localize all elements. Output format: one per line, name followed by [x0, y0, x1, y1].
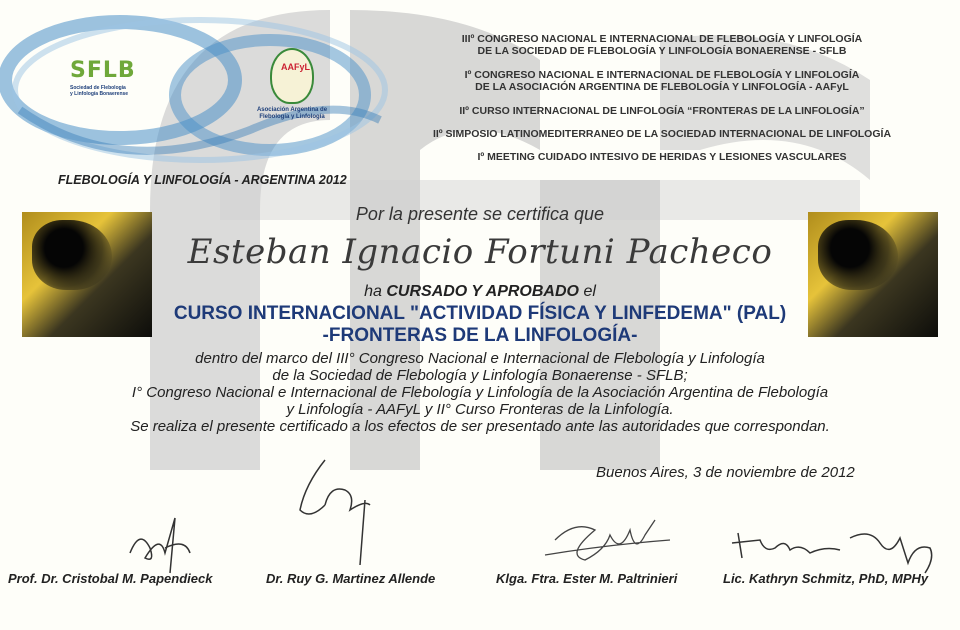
congress-line: Iº MEETING CUIDADO INTESIVO DE HERIDAS Y LESIONES VASCULARES	[477, 151, 847, 163]
event-year-label: FLEBOLOGÍA Y LINFOLOGÍA - ARGENTINA 2012	[58, 173, 347, 187]
sflb-subtitle-line: Sociedad de Flebología	[70, 85, 126, 91]
body-line: y Linfología - AAFyL y II° Curso Fronteras de la Linfología.	[286, 401, 674, 418]
course-title-line: CURSO INTERNACIONAL "ACTIVIDAD FÍSICA Y LINFEDEMA" (PAL)	[173, 303, 787, 324]
congress-line: DE LA ASOCIACIÓN ARGENTINA DE FLEBOLOGÍA Y LINFOLOGÍA - AAFyL	[475, 81, 849, 93]
sflb-logo-text: SFLB	[70, 58, 136, 83]
body-line: I° Congreso Nacional e Internacional de Flebología y Linfología de la Asociación Argentina de Flebología	[131, 384, 829, 401]
aafyl-logo	[232, 48, 352, 121]
sflb-logo	[70, 58, 170, 97]
approval-bold: CURSADO Y APROBADO	[386, 283, 579, 300]
congress-line: IIº CURSO INTERNACIONAL DE LINFOLOGÍA “FRONTERAS DE LA LINFOLOGÍA”	[459, 105, 865, 117]
body-line: Se realiza el presente certificado a los efectos de ser presentado ante las autoridades que correspondan.	[130, 418, 830, 435]
aafyl-subtitle-line: Asociación Argentina de	[256, 107, 328, 113]
body-line: dentro del marco del III° Congreso Nacional e Internacional de Flebología y Linfología	[195, 350, 765, 367]
aafyl-subtitle-line: Flebología y Linfología	[259, 114, 325, 120]
place-date: Buenos Aires, 3 de noviembre de 2012	[596, 464, 855, 481]
congress-item	[382, 128, 942, 140]
signature-papendieck	[120, 508, 200, 578]
course-title	[0, 303, 960, 347]
certify-statement: Por la presente se certifica que	[355, 204, 605, 224]
congress-line: DE LA SOCIEDAD DE FLEBOLOGÍA Y LINFOLOGÍA BONAERENSE - SFLB	[477, 45, 847, 57]
sflb-logo-subtitle	[70, 85, 170, 97]
signature-paltrinieri	[535, 510, 675, 570]
aafyl-logo-subtitle	[232, 107, 352, 121]
signatory-martinez: Dr. Ruy G. Martinez Allende	[266, 571, 436, 586]
approval-prefix: ha	[364, 283, 382, 300]
signature-schmitz	[730, 518, 945, 578]
certificate-body	[0, 350, 960, 435]
aafyl-emblem-icon	[270, 48, 314, 104]
congress-item	[382, 151, 942, 163]
approval-suffix: el	[583, 283, 596, 300]
signatory-papendieck: Prof. Dr. Cristobal M. Papendieck	[8, 571, 213, 586]
sflb-subtitle-line: y Linfología Bonaerense	[70, 91, 129, 97]
congress-item	[382, 33, 942, 57]
signature-martinez	[285, 440, 395, 570]
congress-item	[382, 105, 942, 117]
signatory-paltrinieri: Klga. Ftra. Ester M. Paltrinieri	[496, 571, 678, 586]
recipient-name: Esteban Ignacio Fortuni Pacheco	[187, 232, 773, 272]
congress-item	[382, 69, 942, 93]
congress-line: IIIº CONGRESO NACIONAL E INTERNACIONAL DE FLEBOLOGÍA Y LINFOLOGÍA	[461, 33, 863, 45]
course-subtitle-line: -FRONTERAS DE LA LINFOLOGÍA-	[322, 325, 638, 346]
congress-line: Iº CONGRESO NACIONAL E INTERNACIONAL DE FLEBOLOGÍA Y LINFOLOGÍA	[464, 69, 860, 81]
congress-line: IIº SIMPOSIO LATINOMEDITERRANEO DE LA SOCIEDAD INTERNACIONAL DE LINFOLOGÍA	[432, 128, 892, 140]
approval-statement	[0, 283, 960, 301]
aafyl-emblem-text: AAFyL	[281, 62, 310, 72]
body-line: de la Sociedad de Flebología y Linfología Bonaerense - SFLB;	[272, 367, 688, 384]
signatory-schmitz: Lic. Kathryn Schmitz, PhD, MPHy	[723, 571, 929, 586]
congress-list	[382, 33, 942, 174]
